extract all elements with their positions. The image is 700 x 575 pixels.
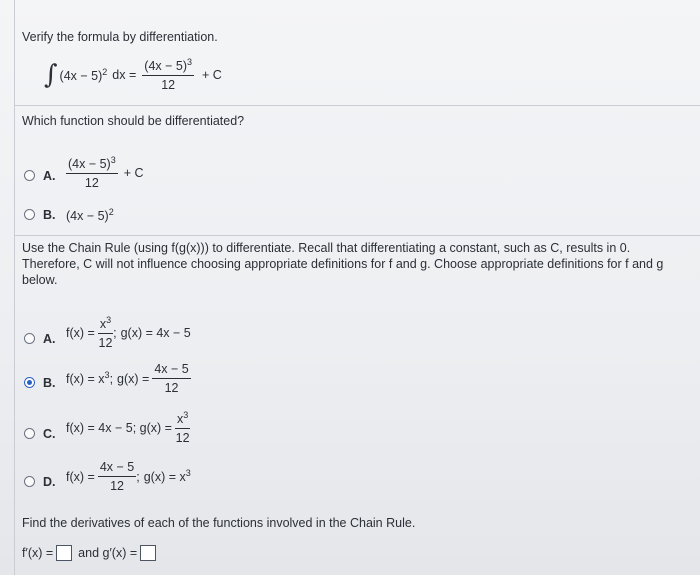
rhs-fraction: $\frac{(4x - 5)^3}{12}$	[144, 57, 193, 92]
part3-prompt: Find the derivatives of each of the functions involved in the Chain Rule.	[22, 516, 416, 530]
option-expression: $(4x - 5)^2$	[66, 207, 114, 224]
f-fraction: $\frac{4x - 5}{12}$	[99, 460, 135, 493]
gprime-label: and g′(x) =	[78, 546, 138, 560]
question-prompt: Verify the formula by differentiation.	[22, 30, 218, 44]
option-expression: f(x) = 4x − 5; g(x) = $\frac{x^3}{12}$	[66, 410, 190, 445]
option-letter: B.	[43, 208, 56, 222]
radio-button[interactable]	[24, 209, 35, 220]
radio-button[interactable]	[24, 476, 35, 487]
option-letter: D.	[43, 475, 56, 489]
radio-button[interactable]	[24, 428, 35, 439]
option-letter: A.	[43, 332, 56, 346]
option-expression: $f(x) = x^3$ ; g(x) = $\frac{4x - 5}{12}$	[66, 362, 189, 395]
option-expression: f(x) = $\frac{4x - 5}{12}$ ; $g(x) = x^3$	[66, 460, 191, 493]
option-letter: C.	[43, 427, 56, 441]
option-expression: f(x) = $\frac{x^3}{12}$ ; g(x) = 4x − 5	[66, 315, 191, 350]
integrand: $(4x - 5)^2$	[59, 66, 108, 83]
radio-button[interactable]	[24, 333, 35, 344]
g-fraction: $\frac{x^3}{12}$	[175, 410, 190, 445]
part1-prompt: Which function should be differentiated?	[22, 114, 245, 128]
g-fraction: $\frac{4x - 5}{12}$	[154, 362, 189, 395]
option-expression: $\frac{(4x - 5)^3}{12}$ + C	[68, 155, 144, 190]
integral-sign: ∫	[44, 59, 58, 90]
option-letter: A.	[43, 169, 56, 183]
left-border	[14, 0, 15, 575]
option-fraction: $\frac{(4x - 5)^3}{12}$	[68, 155, 116, 190]
part2-prompt: Use the Chain Rule (using f(g(x))) to differentiate. Recall that differentiating a constant, such as C, results in 0. Therefore, C will not influence choosing appropriate definitions for f and g. Choose appropriate definitions for f and g below.	[22, 241, 664, 287]
radio-button-selected[interactable]	[24, 377, 35, 388]
divider-2	[14, 235, 700, 236]
fprime-label: f′(x) =	[22, 546, 54, 560]
f-fraction: $\frac{x^3}{12}$	[98, 315, 113, 350]
option-letter: B.	[43, 376, 56, 390]
integral-formula	[44, 58, 222, 91]
rhs-constant: + C	[202, 67, 222, 82]
fprime-answer-box[interactable]	[56, 545, 72, 561]
derivative-answer-row	[22, 545, 156, 561]
dx-equals: dx =	[112, 67, 137, 82]
radio-button[interactable]	[24, 170, 35, 181]
gprime-answer-box[interactable]	[140, 545, 156, 561]
divider-1	[14, 105, 700, 106]
